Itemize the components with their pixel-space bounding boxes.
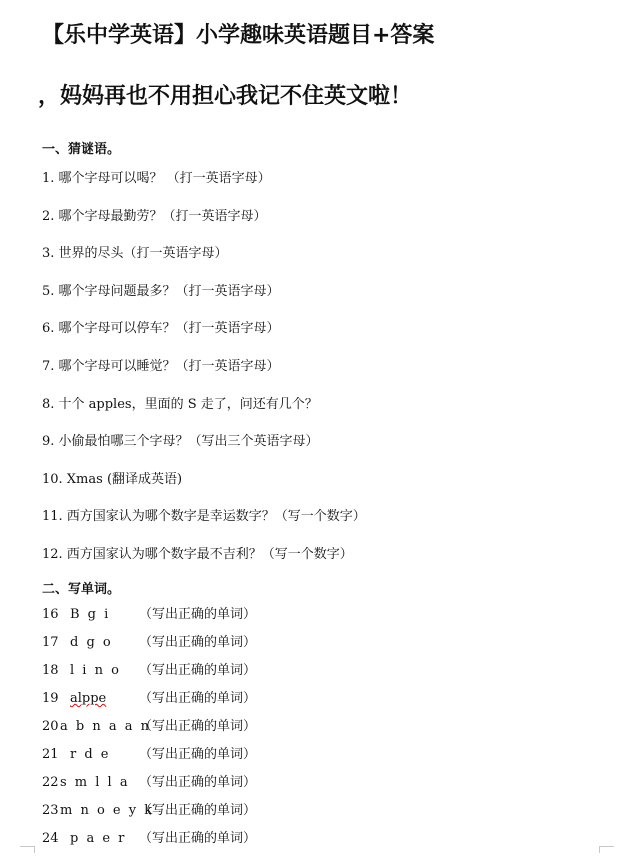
word-number: 23 bbox=[42, 803, 59, 818]
scrambled-letters: d g o bbox=[70, 635, 113, 650]
word-list bbox=[42, 606, 602, 858]
riddle-item: 10. Xmas (翻译成英语) bbox=[42, 471, 183, 487]
word-item bbox=[42, 802, 602, 830]
word-item bbox=[42, 634, 602, 662]
riddle-item: 5. 哪个字母问题最多？（打一英语字母） bbox=[42, 283, 280, 299]
word-number: 21 bbox=[42, 747, 59, 762]
word-item bbox=[42, 690, 602, 718]
riddle-item: 7. 哪个字母可以睡觉？（打一英语字母） bbox=[42, 358, 280, 374]
riddle-item: 9. 小偷最怕哪三个字母？（写出三个英语字母） bbox=[42, 434, 319, 450]
scrambled-letters: s m l l a bbox=[60, 775, 130, 790]
word-number: 19 bbox=[42, 691, 59, 706]
word-number: 22 bbox=[42, 775, 59, 790]
word-item bbox=[42, 606, 602, 634]
riddle-item: 2. 哪个字母最勤劳？（打一英语字母） bbox=[42, 208, 267, 224]
word-item bbox=[42, 662, 602, 690]
riddle-item: 1. 哪个字母可以喝？ （打一英语字母） bbox=[42, 171, 271, 186]
word-hint: （写出正确的单词） bbox=[139, 803, 257, 818]
word-hint: （写出正确的单词） bbox=[139, 775, 257, 790]
page-corner-mark-left bbox=[20, 846, 35, 853]
section-heading-words: 二、写单词。 bbox=[42, 582, 121, 597]
word-number: 16 bbox=[42, 607, 59, 622]
scrambled-letters: a b n a a n bbox=[60, 719, 151, 734]
riddle-item: 11. 西方国家认为哪个数字是幸运数字？（写一个数字） bbox=[42, 509, 366, 525]
word-number: 17 bbox=[42, 635, 59, 650]
word-hint: （写出正确的单词） bbox=[139, 691, 257, 706]
word-hint: （写出正确的单词） bbox=[139, 719, 257, 734]
word-hint: （写出正确的单词） bbox=[139, 747, 257, 762]
riddle-item: 3. 世界的尽头（打一英语字母） bbox=[42, 246, 228, 262]
document-title-line2: ，妈妈再也不用担心我记不住英文啦！ bbox=[38, 84, 413, 109]
page-bottom-edge bbox=[0, 846, 634, 855]
section-heading-riddles: 一、猜谜语。 bbox=[42, 142, 121, 157]
word-number: 18 bbox=[42, 663, 59, 678]
scrambled-letters: p a e r bbox=[70, 831, 127, 846]
riddle-list bbox=[42, 170, 602, 584]
word-hint: （写出正确的单词） bbox=[139, 663, 257, 678]
scrambled-letters: l i n o bbox=[70, 663, 121, 678]
word-hint: （写出正确的单词） bbox=[139, 831, 257, 846]
document-title-line1: 【乐中学英语】小学趣味英语题目+答案 bbox=[42, 23, 435, 48]
word-number: 20 bbox=[42, 719, 59, 734]
word-hint: （写出正确的单词） bbox=[139, 635, 257, 650]
riddle-item: 8. 十个 apples，里面的 S 走了，问还有几个？ bbox=[42, 396, 318, 412]
riddle-item: 12. 西方国家认为哪个数字最不吉利？（写一个数字） bbox=[42, 546, 353, 562]
word-item bbox=[42, 774, 602, 802]
word-item bbox=[42, 718, 602, 746]
word-number: 24 bbox=[42, 831, 59, 846]
scrambled-letters: B g i bbox=[70, 607, 111, 622]
scrambled-letters-misspelled: alppe bbox=[70, 691, 107, 706]
word-hint: （写出正确的单词） bbox=[139, 607, 257, 622]
scrambled-letters: r d e bbox=[70, 747, 111, 762]
page-corner-mark-right bbox=[599, 846, 614, 853]
riddle-item: 6. 哪个字母可以停车？（打一英语字母） bbox=[42, 321, 280, 337]
word-item bbox=[42, 746, 602, 774]
scrambled-letters: m n o e y k bbox=[60, 803, 155, 818]
